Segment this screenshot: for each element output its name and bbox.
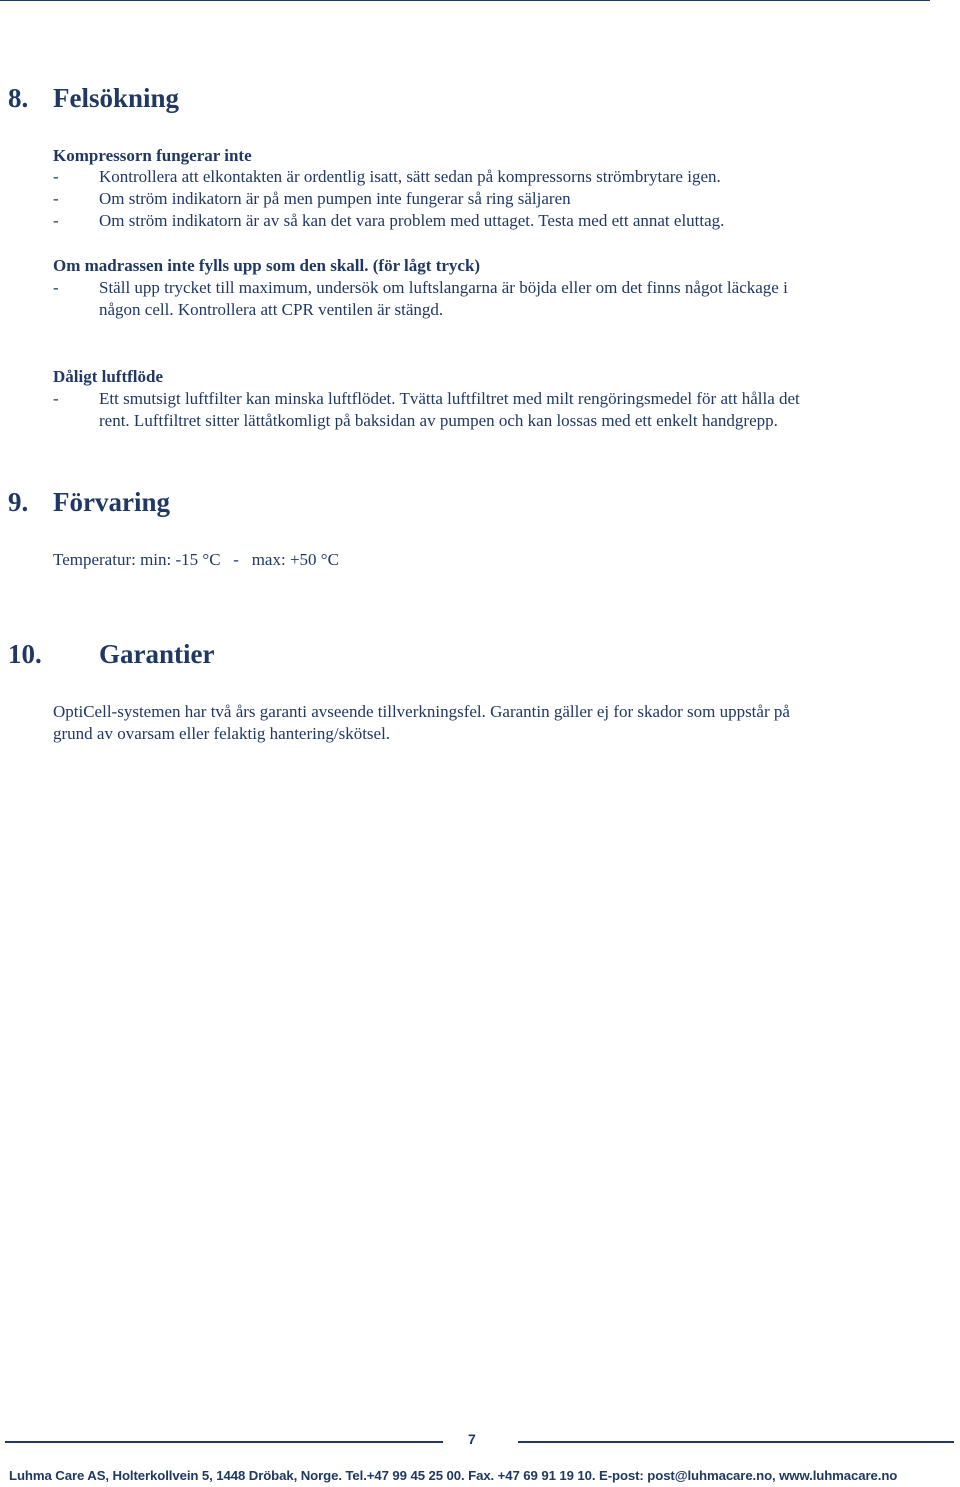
section-10-heading xyxy=(8,638,215,670)
top-rule xyxy=(0,0,930,1)
list-item-continuation: någon cell. Kontrollera att CPR ventilen är stängd. xyxy=(99,300,444,319)
list-item: Om ström indikatorn är på men pumpen inte fungerar så ring säljaren xyxy=(99,189,571,208)
section-9-heading xyxy=(8,486,170,518)
footer-contact: Luhma Care AS, Holterkollvein 5, 1448 Dröbak, Norge. Tel.+47 99 45 25 00. Fax. +47 69 91 19 10. E-post: post@luhmacare.no, www.luhmacare.no xyxy=(9,1468,898,1483)
footer-rule-left xyxy=(5,1441,443,1443)
list-item: Ett smutsigt luftfilter kan minska luftflödet. Tvätta luftfiltret med milt rengöringsmedel för att hålla det xyxy=(99,389,800,408)
subheading-mattress: Om madrassen inte fylls upp som den skall. (för lågt tryck) xyxy=(53,256,481,275)
list-dash: - xyxy=(53,189,59,208)
list-item: Om ström indikatorn är av så kan det vara problem med uttaget. Testa med ett annat eluttag. xyxy=(99,211,725,230)
page-number: 7 xyxy=(468,1431,476,1447)
subheading-compressor: Kompressorn fungerar inte xyxy=(53,146,252,165)
list-dash: - xyxy=(53,389,59,408)
list-item: Kontrollera att elkontakten är ordentlig isatt, sätt sedan på kompressorns strömbrytare igen. xyxy=(99,167,721,186)
section-9-title: Förvaring xyxy=(53,487,170,517)
list-item: Ställ upp trycket till maximum, undersök om luftslangarna är böjda eller om det finns något läckage i xyxy=(99,278,788,297)
section-10-number: 10. xyxy=(8,639,42,669)
section-8-heading xyxy=(8,82,180,114)
subheading-airflow: Dåligt luftflöde xyxy=(53,367,164,386)
list-item-continuation: rent. Luftfiltret sitter lättåtkomligt på baksidan av pumpen och kan lossas med ett enkelt handgrepp. xyxy=(99,411,778,430)
section-8-number: 8. xyxy=(8,83,29,113)
section-9-number: 9. xyxy=(8,487,29,517)
section-8-title: Felsökning xyxy=(53,83,180,113)
list-dash: - xyxy=(53,167,59,186)
section-10-title: Garantier xyxy=(99,639,215,669)
list-dash: - xyxy=(53,211,59,230)
warranty-text: OptiCell-systemen har två års garanti avseende tillverkningsfel. Garantin gäller ej for skador som uppstår på xyxy=(53,702,790,721)
warranty-text-continuation: grund av ovarsam eller felaktig hantering/skötsel. xyxy=(53,724,391,743)
footer-rule-right xyxy=(518,1441,954,1443)
list-dash: - xyxy=(53,278,59,297)
temperature-range: Temperatur: min: -15 °C - max: +50 °C xyxy=(53,550,339,569)
